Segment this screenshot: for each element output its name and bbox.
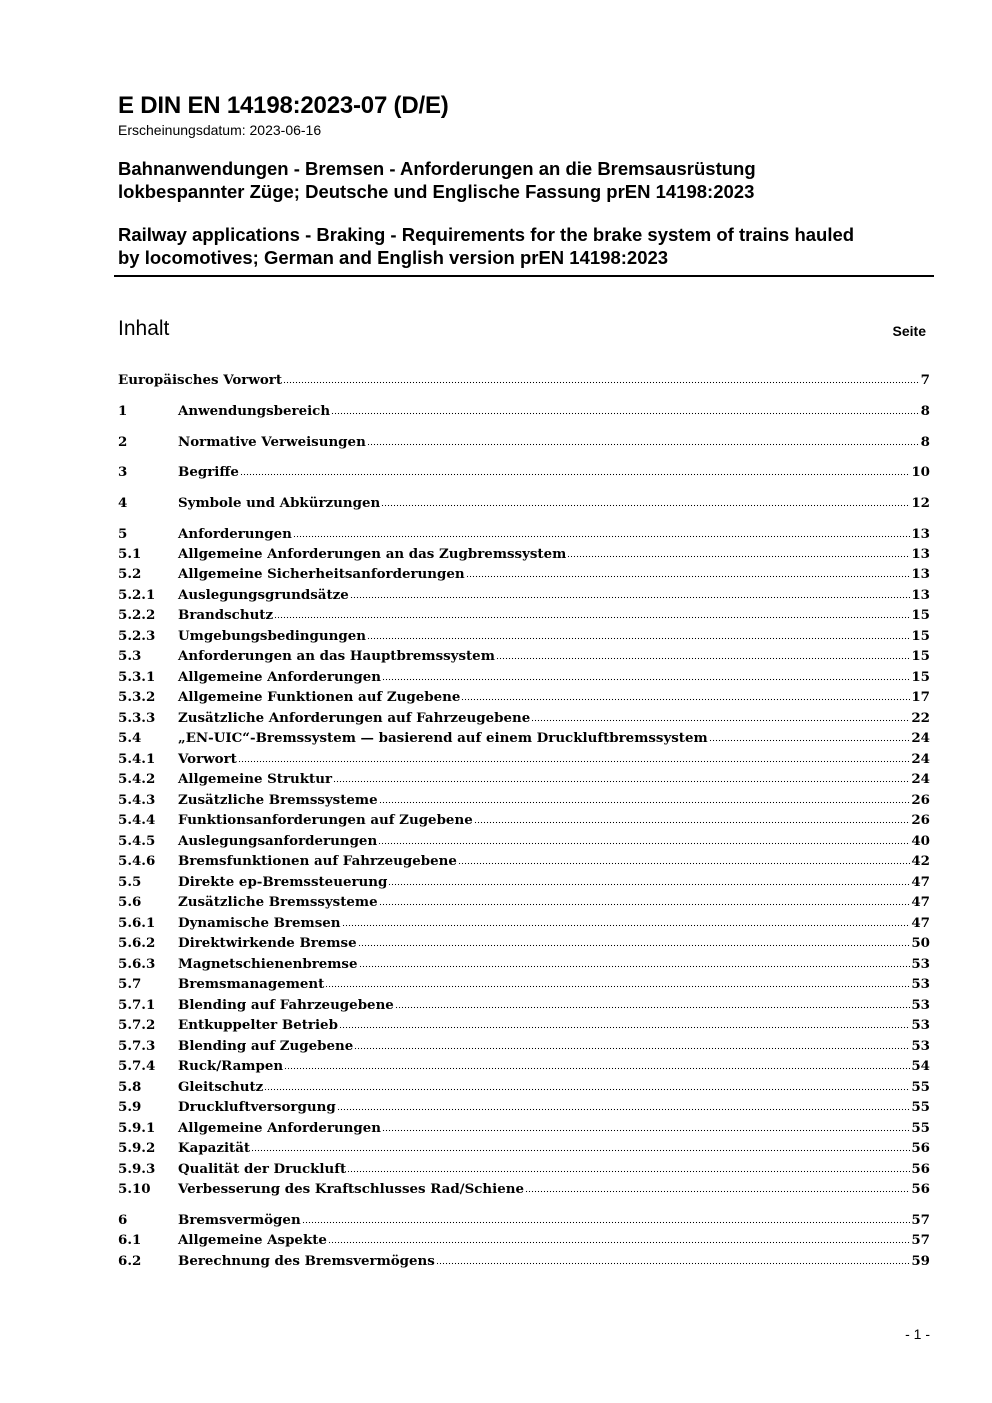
toc-leader-dots (339, 1025, 910, 1030)
toc-leader-dots (461, 697, 910, 702)
toc-entry-page: 53 (911, 956, 930, 972)
toc-entry-page: 24 (911, 751, 930, 767)
toc-entry-label: Kapazität (178, 1140, 251, 1156)
toc-entry-page: 59 (911, 1253, 930, 1269)
toc-entry-page: 56 (911, 1140, 930, 1156)
toc-entry-number: 4 (118, 495, 128, 511)
toc-entry-page: 55 (911, 1120, 930, 1136)
toc-entry-number: 5.3 (118, 648, 142, 664)
toc-entry-label: Magnetschienenbremse (178, 956, 358, 972)
document-id: E DIN EN 14198:2023-07 (D/E) (118, 92, 449, 119)
toc-entry-number: 5.4.3 (118, 792, 156, 808)
toc-leader-dots (240, 472, 911, 477)
toc-entry-label: Allgemeine Sicherheitsanforderungen (178, 566, 465, 582)
toc-entry-page: 13 (911, 566, 930, 582)
title-german-line-1: Bahnanwendungen - Bremsen - Anforderungen an die Bremsausrüstung (118, 158, 756, 179)
toc-entry-number: 5.7.1 (118, 997, 156, 1013)
toc-entry-label: Brandschutz (178, 607, 274, 623)
toc-entry-number: 5.2.1 (118, 587, 156, 603)
toc-entry-label: Druckluftversorgung (178, 1099, 336, 1115)
toc-entry-label: Blending auf Fahrzeugebene (178, 997, 394, 1013)
toc-entry-number: 5.6.1 (118, 915, 156, 931)
toc-entry-number: 5.3.3 (118, 710, 156, 726)
toc-entry[interactable] (118, 1056, 930, 1076)
toc-leader-dots (251, 1148, 910, 1153)
toc-entry-label: Qualität der Druckluft (178, 1161, 347, 1177)
toc-entry[interactable] (118, 1015, 930, 1035)
toc-entry-page: 56 (911, 1161, 930, 1177)
toc-entry-label: Bremsfunktionen auf Fahrzeugebene (178, 853, 457, 869)
toc-entry-number: 5.4.4 (118, 812, 156, 828)
toc-entry-label: Auslegungsgrundsätze (178, 587, 349, 603)
toc-entry-label: Begriffe (178, 464, 239, 480)
toc-entry-label: Allgemeine Funktionen auf Zugebene (178, 689, 461, 705)
toc-leader-dots (466, 574, 911, 579)
toc-entry-label: Dynamische Bremsen (178, 915, 341, 931)
toc-entry[interactable] (118, 851, 930, 871)
toc-leader-dots (474, 820, 911, 825)
toc-entry-label: Allgemeine Struktur (178, 771, 333, 787)
toc-entry-label: Berechnung des Bremsvermögens (178, 1253, 435, 1269)
toc-leader-dots (458, 861, 910, 866)
toc-leader-dots (381, 503, 910, 508)
toc-leader-dots (350, 595, 911, 600)
toc-leader-dots (382, 677, 910, 682)
toc-entry-page: 26 (911, 812, 930, 828)
toc-leader-dots (395, 1005, 911, 1010)
toc-leader-dots (379, 902, 911, 907)
toc-entry-number: 5.2.3 (118, 628, 156, 644)
toc-entry-page: 53 (911, 1038, 930, 1054)
toc-entry-number: 5.8 (118, 1079, 142, 1095)
title-english-line-1: Railway applications - Braking - Requirements for the brake system of trains hauled (118, 224, 855, 245)
toc-entry-page: 24 (911, 771, 930, 787)
toc-entry-label: Umgebungsbedingungen (178, 628, 366, 644)
toc-entry[interactable] (118, 1159, 930, 1179)
toc-entry[interactable] (118, 933, 930, 953)
toc-leader-dots (531, 718, 910, 723)
toc-entry[interactable] (118, 585, 930, 605)
toc-leader-dots (283, 380, 920, 385)
toc-entry-number: 1 (118, 403, 128, 419)
toc-entry-page: 22 (911, 710, 930, 726)
toc-title: Inhalt (118, 317, 170, 340)
toc-entry-page: 55 (911, 1079, 930, 1095)
toc-leader-dots (379, 800, 911, 805)
toc-entry-number: 5.3.1 (118, 669, 156, 685)
toc-entry-label: Allgemeine Anforderungen (178, 1120, 382, 1136)
toc-leader-dots (378, 841, 910, 846)
toc-entry[interactable] (118, 1138, 930, 1158)
toc-entry-page: 42 (911, 853, 930, 869)
toc-entry-page: 53 (911, 1017, 930, 1033)
toc-entry-page: 57 (911, 1212, 930, 1228)
toc-entry[interactable] (118, 564, 930, 584)
toc-entry-number: 5.7.4 (118, 1058, 156, 1074)
toc-leader-dots (367, 636, 910, 641)
toc-entry-label: Vorwort (178, 751, 237, 767)
toc-entry-number: 5 (118, 526, 128, 542)
toc-entry-number: 5.4.6 (118, 853, 156, 869)
toc-entry[interactable] (118, 1118, 930, 1138)
toc-leader-dots (293, 534, 910, 539)
toc-entry-label: Entkuppelter Betrieb (178, 1017, 338, 1033)
toc-entry-page: 7 (920, 372, 930, 388)
title-english (118, 223, 934, 269)
toc-entry[interactable] (118, 708, 930, 728)
toc-entry[interactable] (118, 462, 930, 482)
toc-entry-label: Zusätzliche Bremssysteme (178, 894, 378, 910)
toc-entry-page: 8 (920, 434, 930, 450)
toc-leader-dots (496, 656, 910, 661)
toc-entry[interactable] (118, 810, 930, 830)
toc-entry[interactable] (118, 1230, 930, 1250)
toc-entry-number: 5.9.3 (118, 1161, 156, 1177)
toc-entry-number: 5.6.3 (118, 956, 156, 972)
toc-entry-label: Direkte ep-Bremssteuerung (178, 874, 388, 890)
title-german-line-2: lokbespannter Züge; Deutsche und Englische Fassung prEN 14198:2023 (118, 181, 755, 202)
toc-entry[interactable] (118, 1097, 930, 1117)
toc-entry[interactable] (118, 749, 930, 769)
toc-entry-page: 57 (911, 1232, 930, 1248)
header-divider (114, 275, 934, 277)
toc-entry-number: 5.3.2 (118, 689, 156, 705)
toc-entry-number: 5.7.2 (118, 1017, 156, 1033)
toc-entry-label: Ruck/Rampen (178, 1058, 284, 1074)
toc-entry[interactable] (118, 769, 930, 789)
toc-entry-label: Normative Verweisungen (178, 434, 366, 450)
toc-entry-label: Allgemeine Aspekte (178, 1232, 327, 1248)
page-number: - 1 - (905, 1326, 930, 1342)
toc-leader-dots (325, 984, 910, 989)
toc-entry-number: 5.4.2 (118, 771, 156, 787)
toc-entry[interactable] (118, 995, 930, 1015)
toc-entry-label: Zusätzliche Bremssysteme (178, 792, 378, 808)
toc-entry-label: Bremsmanagement (178, 976, 325, 992)
toc-leader-dots (358, 943, 911, 948)
toc-leader-dots (367, 442, 920, 447)
toc-entry[interactable] (118, 432, 930, 452)
toc-entry[interactable] (118, 913, 930, 933)
toc-entry-label: Verbesserung des Kraftschlusses Rad/Schiene (178, 1181, 524, 1197)
toc-entry[interactable] (118, 605, 930, 625)
toc-entry-number: 2 (118, 434, 128, 450)
toc-leader-dots (337, 1107, 911, 1112)
title-german (118, 157, 934, 203)
toc-entry-page: 56 (911, 1181, 930, 1197)
toc-entry-label: Allgemeine Anforderungen an das Zugbremssystem (178, 546, 567, 562)
toc-entry[interactable] (118, 646, 930, 666)
toc-entry[interactable] (118, 831, 930, 851)
toc-entry-page: 8 (920, 403, 930, 419)
toc-leader-dots (333, 779, 910, 784)
toc-entry[interactable] (118, 790, 930, 810)
toc-entry-number: 5.9 (118, 1099, 142, 1115)
toc-entry-page: 47 (911, 894, 930, 910)
toc-entry-label: Zusätzliche Anforderungen auf Fahrzeugebene (178, 710, 531, 726)
toc-entry-label: Funktionsanforderungen auf Zugebene (178, 812, 473, 828)
toc-entry-label: Anwendungsbereich (178, 403, 331, 419)
toc-entry-page: 13 (911, 587, 930, 603)
toc-entry-label: Bremsvermögen (178, 1212, 301, 1228)
toc-leader-dots (709, 738, 911, 743)
toc-leader-dots (342, 923, 911, 928)
toc-entry-label: Blending auf Zugebene (178, 1038, 354, 1054)
toc-page-column-label: Seite (892, 323, 926, 339)
toc-entry-page: 40 (911, 833, 930, 849)
toc-entry-number: 5.6.2 (118, 935, 156, 951)
toc-entry[interactable] (118, 687, 930, 707)
toc-entry-label: Gleitschutz (178, 1079, 264, 1095)
toc-leader-dots (436, 1261, 911, 1266)
toc-entry[interactable] (118, 974, 930, 994)
toc-entry-number: 5.10 (118, 1181, 151, 1197)
toc-leader-dots (354, 1046, 910, 1051)
toc-leader-dots (525, 1189, 910, 1194)
toc-entry-number: 5.4.1 (118, 751, 156, 767)
toc-entry-number: 6.2 (118, 1253, 142, 1269)
toc-entry-page: 24 (911, 730, 930, 746)
toc-entry-label: Auslegungsanforderungen (178, 833, 378, 849)
toc-entry-page: 15 (911, 648, 930, 664)
toc-entry[interactable] (118, 493, 930, 513)
toc-leader-dots (347, 1169, 910, 1174)
toc-entry-label: Direktwirkende Bremse (178, 935, 357, 951)
toc-entry[interactable] (118, 524, 930, 544)
toc-entry-label: Allgemeine Anforderungen (178, 669, 382, 685)
toc-leader-dots (264, 1087, 910, 1092)
toc-entry-number: 5.4 (118, 730, 142, 746)
title-english-line-2: by locomotives; German and English version prEN 14198:2023 (118, 247, 669, 268)
toc-entry-number: 5.9.1 (118, 1120, 156, 1136)
toc-leader-dots (302, 1220, 911, 1225)
toc-leader-dots (238, 759, 911, 764)
toc-entry-number: 6 (118, 1212, 128, 1228)
document-header (118, 92, 934, 269)
toc-entry-page: 55 (911, 1099, 930, 1115)
toc-entry[interactable] (118, 401, 930, 421)
toc-entry-number: 5.7.3 (118, 1038, 156, 1054)
toc-entry-number: 5.9.2 (118, 1140, 156, 1156)
toc-entry[interactable] (118, 667, 930, 687)
toc-entry-label: „EN-UIC“-Bremssystem — basierend auf einem Druckluftbremssystem (178, 730, 708, 746)
toc-entry-label: Europäisches Vorwort (118, 372, 283, 388)
toc-entry-label: Anforderungen an das Hauptbremssystem (178, 648, 495, 664)
toc-entry-page: 53 (911, 997, 930, 1013)
toc-entry-page: 17 (911, 689, 930, 705)
toc-entry-number: 5.1 (118, 546, 142, 562)
toc-leader-dots (382, 1128, 910, 1133)
toc-entry-number: 5.6 (118, 894, 142, 910)
toc-leader-dots (274, 615, 910, 620)
toc-entry-page: 15 (911, 628, 930, 644)
toc-entry[interactable] (118, 626, 930, 646)
toc-entry-page: 53 (911, 976, 930, 992)
toc-entry[interactable] (118, 370, 930, 390)
toc-entry[interactable] (118, 954, 930, 974)
toc-entry-page: 50 (911, 935, 930, 951)
toc-entry-number: 5.5 (118, 874, 142, 890)
toc-entry-number: 6.1 (118, 1232, 142, 1248)
toc-entry[interactable] (118, 1036, 930, 1056)
toc-entry-page: 10 (911, 464, 930, 480)
toc-entry[interactable] (118, 544, 930, 564)
toc-entry-page: 13 (911, 546, 930, 562)
toc-entry-page: 47 (911, 874, 930, 890)
toc-leader-dots (331, 411, 920, 416)
toc-entry-label: Symbole und Abkürzungen (178, 495, 381, 511)
toc-entry-number: 5.7 (118, 976, 142, 992)
toc-entry-page: 47 (911, 915, 930, 931)
toc-entry[interactable] (118, 1210, 930, 1230)
toc-entry-page: 15 (911, 669, 930, 685)
toc-entry[interactable] (118, 892, 930, 912)
toc-entry-number: 5.2.2 (118, 607, 156, 623)
toc-entry[interactable] (118, 1077, 930, 1097)
toc-entry[interactable] (118, 1179, 930, 1199)
toc-entry-page: 54 (911, 1058, 930, 1074)
toc-entry[interactable] (118, 728, 930, 748)
toc-leader-dots (284, 1066, 910, 1071)
toc-leader-dots (567, 554, 910, 559)
toc-leader-dots (388, 882, 910, 887)
toc-entry[interactable] (118, 872, 930, 892)
toc-leader-dots (328, 1240, 910, 1245)
toc-entry[interactable] (118, 1251, 930, 1271)
toc-entry-page: 15 (911, 607, 930, 623)
toc-entry-page: 12 (911, 495, 930, 511)
toc-leader-dots (359, 964, 911, 969)
toc-entry-page: 26 (911, 792, 930, 808)
publication-date: Erscheinungsdatum: 2023-06-16 (118, 122, 322, 138)
toc-entry-number: 5.2 (118, 566, 142, 582)
toc-entry-number: 3 (118, 464, 128, 480)
toc-entry-label: Anforderungen (178, 526, 292, 542)
toc-entry-number: 5.4.5 (118, 833, 156, 849)
toc-heading-row (118, 316, 926, 344)
toc-entry-page: 13 (911, 526, 930, 542)
